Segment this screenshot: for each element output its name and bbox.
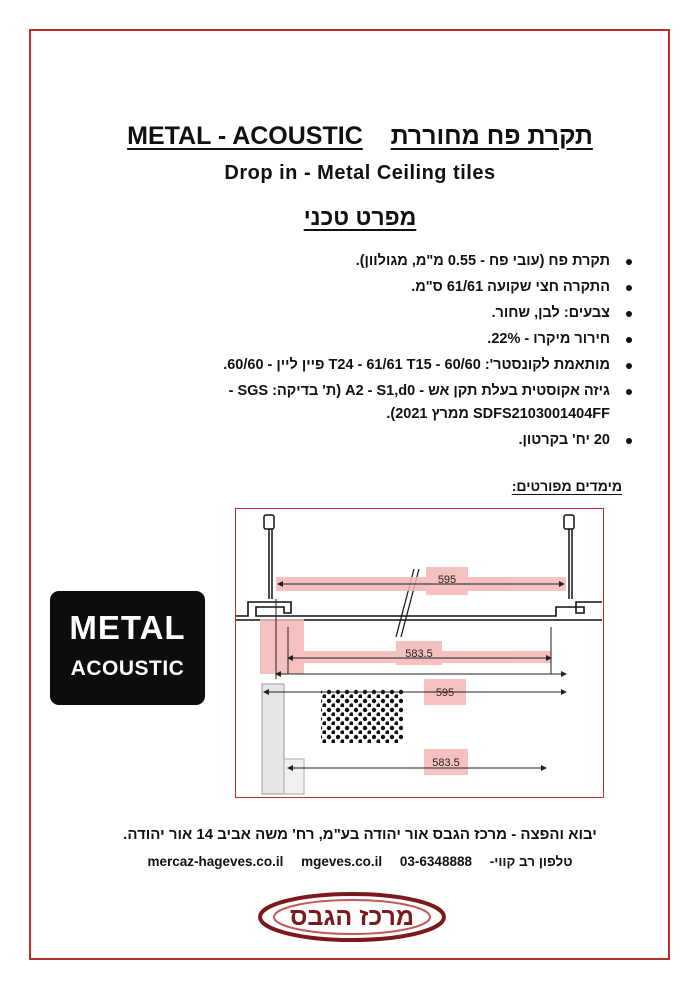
dimensions-label: מימדים מפורטים:	[511, 478, 622, 494]
spec-item: צבעים: לבן, שחור.	[152, 302, 632, 325]
bullet-icon	[626, 438, 632, 444]
badge-line2: ACOUSTIC	[70, 657, 185, 680]
spec-item: התקרה חצי שקועה 61/61 ס"מ.	[152, 276, 632, 299]
dim-label-top: 595	[437, 574, 457, 586]
badge-line1: METAL	[69, 609, 186, 646]
title-hebrew: תקרת פח מחוררת	[390, 122, 593, 150]
bullet-icon	[626, 311, 632, 317]
spec-item: חירור מיקרו - 22%.	[152, 328, 632, 351]
logo-text: מרכז הגבס	[289, 903, 415, 931]
bullet-icon	[626, 363, 632, 369]
spec-item: מותאמת לקונסטר': T24 - 61/61 T15 - 60/60 פיין ליין - 60/60.	[152, 354, 632, 377]
bullet-icon	[626, 337, 632, 343]
page-title	[60, 122, 660, 151]
spec-item: תקרת פח (עובי פח - 0.55 מ"מ, מגולוון).	[152, 250, 632, 273]
spec-list	[152, 250, 632, 455]
spec-heading: מפרט טכני	[303, 204, 417, 230]
bullet-icon	[626, 389, 632, 395]
subtitle: Drop in - Metal Ceiling tiles	[224, 162, 496, 184]
spec-item: גיזה אקוסטית בעלת תקן אש - A2 - S1,d0 (ת' בדיקה: SGS - SDFS2103001404FF ממרץ 2021).	[152, 380, 632, 426]
left-hanger	[264, 515, 274, 599]
footer-address: יבוא והפצה - מרכז הגבס אור יהודה בע"מ, רח' משה אביב 14 אור יהודה.	[123, 826, 597, 843]
highlight-areas	[260, 567, 566, 775]
dim-label-bottom: 583.5	[432, 757, 460, 769]
website-link-1[interactable]: mercaz-hageves.co.il	[147, 854, 284, 869]
company-logo	[256, 891, 448, 943]
bullet-icon	[626, 259, 632, 265]
dimension-diagram	[235, 508, 604, 798]
dim-label-low: 595	[435, 687, 455, 699]
website-link-2[interactable]: mgeves.co.il	[301, 854, 383, 869]
spec-item: 20 יח' בקרטון.	[152, 429, 632, 452]
footer-contact	[60, 854, 660, 869]
phone-label: טלפון רב קווי-	[489, 854, 573, 869]
phone-number: 03-6348888	[399, 854, 472, 869]
title-english: METAL - ACOUSTIC	[127, 122, 363, 150]
ceiling-tile-drawing	[236, 509, 602, 796]
bullet-icon	[626, 285, 632, 291]
dimension-lines	[264, 584, 566, 768]
metal-acoustic-badge	[50, 591, 205, 705]
ceiling-profile	[236, 602, 602, 620]
dim-label-mid: 583.5	[405, 648, 433, 660]
tile-panel	[262, 684, 403, 794]
